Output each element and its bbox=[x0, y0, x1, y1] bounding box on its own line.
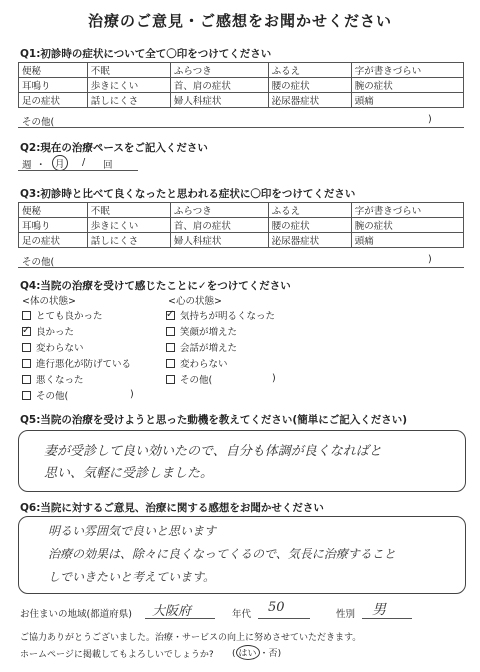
q4-body-checkbox[interactable] bbox=[22, 391, 31, 400]
q4-body-list bbox=[22, 309, 131, 405]
q2-label: Q2:現在の治療ペースをご記入ください bbox=[20, 142, 208, 154]
symptom-cell: 婦人科症状 bbox=[170, 233, 268, 248]
symptom-cell: 不眠 bbox=[87, 63, 170, 78]
q4-body-checkbox[interactable] bbox=[22, 359, 31, 368]
thanks-text: ご協力ありがとうございました。治療・サービスの向上に努めさせていただきます。 bbox=[20, 633, 362, 643]
q4-mind-item bbox=[166, 341, 275, 357]
symptom-cell: 不眠 bbox=[87, 203, 170, 218]
q4-body-checkbox[interactable] bbox=[22, 375, 31, 384]
q4-mind-item bbox=[166, 373, 275, 389]
q4-body-item bbox=[22, 309, 131, 325]
q4-body-checkbox[interactable] bbox=[22, 343, 31, 352]
q4-mind-checkbox[interactable] bbox=[166, 375, 175, 384]
symptom-cell: 頭痛 bbox=[351, 93, 463, 108]
q4-body-label: 進行悪化が防げている bbox=[36, 359, 132, 370]
sex-underline bbox=[362, 618, 412, 619]
symptom-cell: 腕の症状 bbox=[351, 78, 463, 93]
q4-mind-item bbox=[166, 325, 275, 341]
symptom-cell: 足の症状 bbox=[19, 93, 88, 108]
symptom-cell: 腰の症状 bbox=[268, 218, 351, 233]
q4-body-label: その他( bbox=[36, 391, 69, 402]
q5-answer-line1: 妻が受診して良い効いたので、自分も体調が良くなればと bbox=[44, 444, 382, 459]
symptom-cell: 首、肩の症状 bbox=[170, 218, 268, 233]
symptom-cell: 便秘 bbox=[19, 203, 88, 218]
q4-mind-label: 変わらない bbox=[180, 359, 228, 370]
q4-body-other-close: ) bbox=[130, 389, 134, 400]
publish-answer: ( はい ・否) bbox=[232, 645, 281, 660]
q2-times: 回 bbox=[103, 160, 113, 171]
symptom-cell: 耳鳴り bbox=[19, 218, 88, 233]
q3-symptom-table bbox=[18, 202, 464, 248]
symptom-cell: ふるえ bbox=[268, 63, 351, 78]
q4-mind-checkbox[interactable] bbox=[166, 343, 175, 352]
q4-mind-label: 気持ちが明るくなった bbox=[180, 311, 276, 322]
page-title: 治療のご意見・ご感想をお聞かせください bbox=[87, 12, 392, 30]
symptom-cell: 婦人科症状 bbox=[170, 93, 268, 108]
symptom-cell: 話しにくさ bbox=[87, 233, 170, 248]
q3-other-label: その他( bbox=[22, 257, 55, 268]
symptom-cell: 頭痛 bbox=[351, 233, 463, 248]
q1-symptom-table bbox=[18, 62, 464, 108]
q2-underline bbox=[18, 170, 138, 171]
symptom-cell: 話しにくさ bbox=[87, 93, 170, 108]
symptom-cell: 歩きにくい bbox=[87, 78, 170, 93]
q4-body-item bbox=[22, 325, 131, 341]
q6-label: Q6:当院に対するご意見、治療に関する感想をお聞かせください bbox=[20, 502, 324, 514]
q4-body-item bbox=[22, 341, 131, 357]
q6-answer-line1: 明るい雰囲気で良いと思います bbox=[48, 524, 217, 538]
q3-bottom-line bbox=[18, 267, 464, 268]
q4-body-header: <体の状態> bbox=[22, 296, 76, 307]
symptom-cell: 泌尿器症状 bbox=[268, 93, 351, 108]
q4-body-label: とても良かった bbox=[36, 311, 103, 322]
symptom-row bbox=[19, 63, 464, 78]
q4-mind-header: <心の状態> bbox=[168, 296, 222, 307]
q4-body-label: 悪くなった bbox=[36, 375, 84, 386]
symptom-cell: 首、肩の症状 bbox=[170, 78, 268, 93]
q1-label: Q1:初診時の症状について全て〇印をつけてください bbox=[20, 48, 272, 60]
q4-mind-label: その他( bbox=[180, 375, 213, 386]
q4-mind-checkbox[interactable] bbox=[166, 327, 175, 336]
q4-mind-item bbox=[166, 357, 275, 373]
q4-body-item bbox=[22, 357, 131, 373]
sex-label: 性別 bbox=[336, 609, 356, 620]
q3-label: Q3:初診時と比べて良くなったと思われる症状に〇印をつけてください bbox=[20, 188, 356, 200]
symptom-row bbox=[19, 218, 464, 233]
age-underline bbox=[258, 618, 310, 619]
symptom-row bbox=[19, 78, 464, 93]
publish-no: 否 bbox=[268, 649, 278, 659]
q1-bottom-line bbox=[18, 127, 464, 128]
q2-week: 週 bbox=[22, 160, 32, 171]
q4-body-checkbox[interactable] bbox=[22, 327, 31, 336]
age-label: 年代 bbox=[232, 609, 252, 620]
symptom-cell: ふらつき bbox=[170, 63, 268, 78]
symptom-cell: 便秘 bbox=[19, 63, 88, 78]
symptom-row bbox=[19, 203, 464, 218]
publish-question: ホームページに掲載してもよろしいでしょうか? bbox=[20, 650, 214, 660]
checkmark-icon: ✓ bbox=[22, 325, 31, 336]
q6-answer-line3: しでいきたいと考えています。 bbox=[48, 570, 216, 584]
q4-mind-checkbox[interactable] bbox=[166, 359, 175, 368]
q4-label: Q4:当院の治療を受けて感じたことに✓をつけてください bbox=[20, 280, 291, 292]
publish-dot: ・ bbox=[259, 649, 269, 659]
q2-slash: / bbox=[82, 157, 86, 168]
q2-month-circled: 月 bbox=[52, 155, 68, 171]
q5-answer-line2: 思い、気軽に受診しました。 bbox=[44, 466, 214, 481]
region-label: お住まいの地域(都道府県) bbox=[20, 609, 132, 620]
q4-mind-label: 会話が増えた bbox=[180, 343, 238, 354]
q4-mind-list bbox=[166, 309, 275, 389]
symptom-row bbox=[19, 93, 464, 108]
sex-value: 男 bbox=[372, 602, 386, 618]
q4-body-item bbox=[22, 389, 131, 405]
q3-other-close: ) bbox=[428, 254, 432, 265]
q2-month bbox=[52, 155, 68, 171]
q1-other-label: その他( bbox=[22, 117, 55, 128]
checkmark-icon: ✓ bbox=[166, 309, 175, 320]
symptom-cell: ふるえ bbox=[268, 203, 351, 218]
q4-body-item bbox=[22, 373, 131, 389]
symptom-cell: 腕の症状 bbox=[351, 218, 463, 233]
symptom-cell: ふらつき bbox=[170, 203, 268, 218]
q4-mind-checkbox[interactable] bbox=[166, 311, 175, 320]
q1-other-close: ) bbox=[428, 114, 432, 125]
age-value: 50 bbox=[268, 600, 285, 615]
symptom-cell: 耳鳴り bbox=[19, 78, 88, 93]
symptom-cell: 腰の症状 bbox=[268, 78, 351, 93]
region-underline bbox=[145, 618, 215, 619]
symptom-cell: 字が書きづらい bbox=[351, 203, 463, 218]
q2-dot: ・ bbox=[36, 160, 46, 171]
q5-label: Q5:当院の治療を受けようと思った動機を教えてください(簡単にご記入ください) bbox=[20, 414, 408, 426]
q4-body-label: 良かった bbox=[36, 327, 75, 338]
region-value: 大阪府 bbox=[152, 604, 192, 619]
symptom-row bbox=[19, 233, 464, 248]
q4-body-label: 変わらない bbox=[36, 343, 84, 354]
q4-mind-other-close: ) bbox=[272, 373, 276, 384]
q4-mind-label: 笑顔が増えた bbox=[180, 327, 238, 338]
q4-body-checkbox[interactable] bbox=[22, 311, 31, 320]
symptom-cell: 字が書きづらい bbox=[351, 63, 463, 78]
q4-mind-item bbox=[166, 309, 275, 325]
q6-answer-line2: 治療の効果は、除々に良くなってくるので、気長に治療すること bbox=[48, 547, 396, 561]
symptom-cell: 足の症状 bbox=[19, 233, 88, 248]
symptom-cell: 泌尿器症状 bbox=[268, 233, 351, 248]
publish-yes-circled: はい bbox=[236, 645, 260, 660]
symptom-cell: 歩きにくい bbox=[87, 218, 170, 233]
